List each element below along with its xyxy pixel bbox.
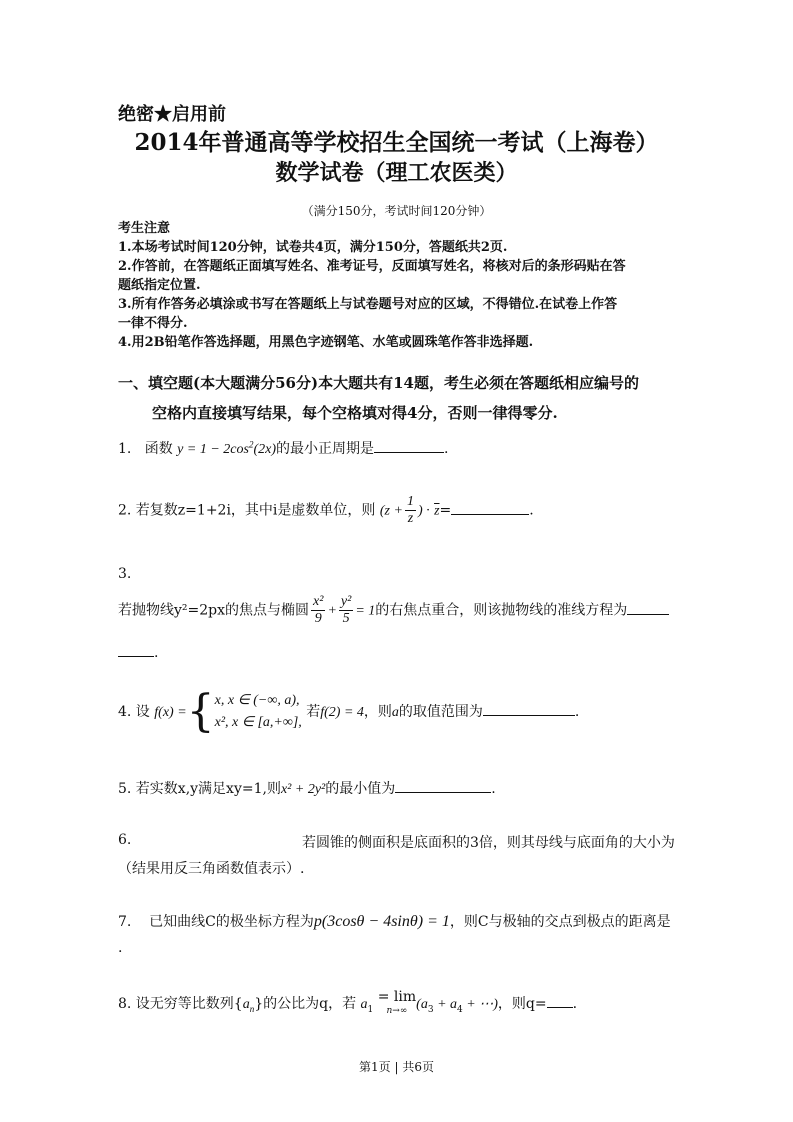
score-time-note: （满分150分，考试时间120分钟） <box>301 204 492 218</box>
notes-item: 3.所有作答务必填涂或书写在答题纸上与试卷题号对应的区域，不得错位.在试卷上作答 <box>118 297 618 312</box>
exam-title: 2014年普通高等学校招生全国统一考试（上海卷） <box>134 129 659 156</box>
question-6: 若圆锥的侧面积是底面积的3倍，则其母线与底面角的大小为 <box>302 835 675 851</box>
question-3-number: 3. <box>118 566 132 582</box>
question-6-number: 6. <box>118 832 132 848</box>
answer-blank[interactable] <box>483 701 575 716</box>
question-5: 5. 若实数x,y满足xy=1,则x² + 2y²的最小值为 . <box>118 778 496 798</box>
question-1: 1. 函数 $y = 1 - 2\cos^2(2x)$的最小正周期是 . <box>118 439 449 457</box>
answer-blank[interactable] <box>627 600 669 615</box>
notes-item: 4.用2B铅笔作答选择题，用黑色字迹钢笔、水笔或圆珠笔作答非选择题. <box>118 335 534 350</box>
notes-item: 1.本场考试时间120分钟，试卷共4页，满分150分，答题纸共2页. <box>118 240 508 255</box>
section-instructions: 空格内直接填写结果，每个空格填对得4分，否则一律得零分. <box>152 404 558 422</box>
question-7: 7. 已知曲线C的极坐标方程为p(3cosθ − 4sinθ) = 1，则C与极轴的交点到极点的距离是 <box>118 913 671 930</box>
answer-blank[interactable] <box>547 993 573 1008</box>
question-4: 4. 设 f(x) ={ x, x ∈ (−∞, a), x², x ∈ [a,+∞], 若f(2) = 4，则a的取值范围为 . <box>118 686 580 737</box>
notes-item: 题纸指定位置. <box>118 278 201 293</box>
answer-blank[interactable] <box>118 642 154 657</box>
page-footer: 第1页 | 共6页 <box>359 1060 434 1074</box>
left-brace-icon: { <box>186 686 215 737</box>
answer-blank[interactable] <box>395 778 491 793</box>
question-6-cont: （结果用反三角函数值表示）. <box>118 861 305 877</box>
question-8: 8. 设无穷等比数列$\{a_n\}$的公比为q，若 $a_1 = \lim$ n→∞ ($a_3 + a_4$ + ⋯)，则q= . <box>118 989 578 1016</box>
notes-title: 考生注意 <box>118 221 171 236</box>
question-7-cont: . <box>118 940 123 956</box>
confidential-label: 绝密★启用前 <box>118 104 226 125</box>
answer-blank[interactable] <box>451 500 529 515</box>
section-heading: 一、填空题(本大题满分56分)本大题共有14题，考生必须在答题纸相应编号的 <box>118 374 639 392</box>
notes-item: 一律不得分. <box>118 316 188 331</box>
question-3-cont: . <box>118 642 158 661</box>
question-3: 若抛物线y²=2px的焦点与椭圆 $\frac{\text{x²}}{9}$ + $\frac{\text{y²}}{5}$ = 1的右焦点重合，则该抛物线的准线方程为 <box>118 594 669 627</box>
question-2: 2. 若复数z=1+2i，其中i是虚数单位，则 (z + $\frac{1}{z}$ ) · $\overline{z}=$ . <box>118 494 534 526</box>
candidate-notes <box>118 219 678 352</box>
answer-blank[interactable] <box>374 438 444 453</box>
exam-subtitle: 数学试卷（理工农医类） <box>275 160 518 186</box>
notes-item: 2.作答前，在答题纸正面填写姓名、准考证号，反面填写姓名，将核对后的条形码贴在答 <box>118 259 626 274</box>
